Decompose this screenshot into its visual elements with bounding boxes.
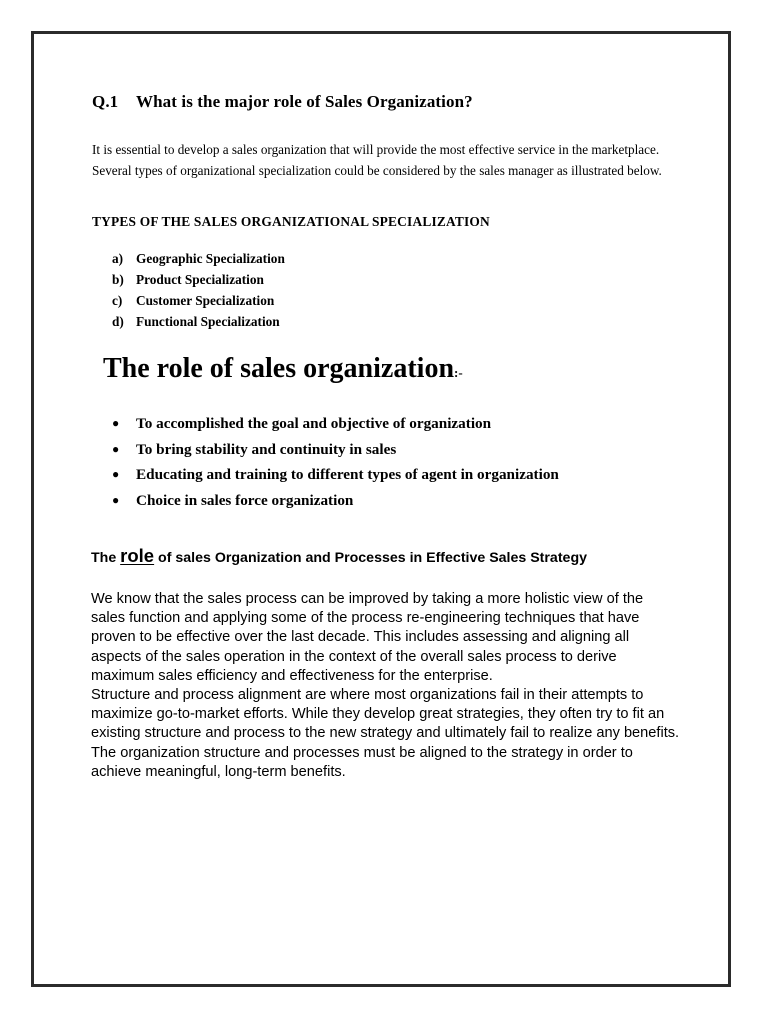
list-item-label: Customer Specialization <box>136 293 275 308</box>
list-item-label: Geographic Specialization <box>136 251 285 266</box>
process-heading-post: of sales Organization and Processes in Effective Sales Strategy <box>154 550 587 566</box>
list-item <box>112 311 285 332</box>
intro-paragraph: It is essential to develop a sales organization that will provide the most effective service in the marketplace. Several types of organizational specialization could be considered by the sales manager as illustrated below. <box>92 142 662 178</box>
list-marker: c) <box>112 293 123 308</box>
list-item <box>112 488 559 514</box>
process-paragraph: Structure and process alignment are where most organizations fail in their attempts to maximize go-to-market efforts. While they develop great strategies, they often try to fit an existing structure and process to the new strategy and ultimately fail to realize any benefits. The organization structure and processes must be aligned to the strategy in order to achieve meaningful, long-term benefits. <box>91 687 680 780</box>
question-heading <box>92 92 473 112</box>
process-body <box>91 590 681 782</box>
bullet-icon: ● <box>112 492 120 507</box>
list-item-text: To accomplished the goal and objective of organization <box>136 415 492 432</box>
types-heading: TYPES OF THE SALES ORGANIZATIONAL SPECIALIZATION <box>92 214 490 229</box>
list-item <box>112 248 285 269</box>
list-item <box>112 290 285 311</box>
bullet-icon: ● <box>112 441 120 456</box>
bullet-icon: ● <box>112 416 120 430</box>
list-item-label: Product Specialization <box>136 272 264 287</box>
list-item-label: Functional Specialization <box>136 314 280 329</box>
role-list <box>112 411 559 513</box>
question-number: Q.1 <box>92 92 119 111</box>
process-heading <box>91 546 651 569</box>
types-list <box>112 248 285 332</box>
list-item <box>112 462 559 488</box>
question-title: What is the major role of Sales Organization? <box>136 92 473 111</box>
list-marker: d) <box>112 314 124 329</box>
list-marker: b) <box>112 272 124 287</box>
list-item <box>112 269 285 290</box>
process-heading-role-word: role <box>120 545 155 566</box>
list-item-text: To bring stability and continuity in sales <box>136 440 397 458</box>
list-item-text: Educating and training to different types of agent in organization <box>136 466 559 483</box>
list-item <box>112 411 559 437</box>
list-item <box>112 437 559 463</box>
role-title-text: The role of sales organization <box>103 353 455 384</box>
role-title <box>103 349 463 393</box>
role-title-suffix: :- <box>454 365 463 380</box>
process-heading-pre: The <box>91 550 121 566</box>
list-marker: a) <box>112 251 124 266</box>
process-paragraph: We know that the sales process can be improved by taking a more holistic view of the sales function and applying some of the process re-engineering techniques that have proven to be effective over the last decade. This includes assessing and aligning all aspects of the sales operation in the context of the overall sales process to derive maximum sales efficiency and effectiveness for the enterprise. <box>91 591 644 684</box>
bullet-icon: ● <box>112 467 120 481</box>
list-item-text: Choice in sales force organization <box>136 491 354 509</box>
